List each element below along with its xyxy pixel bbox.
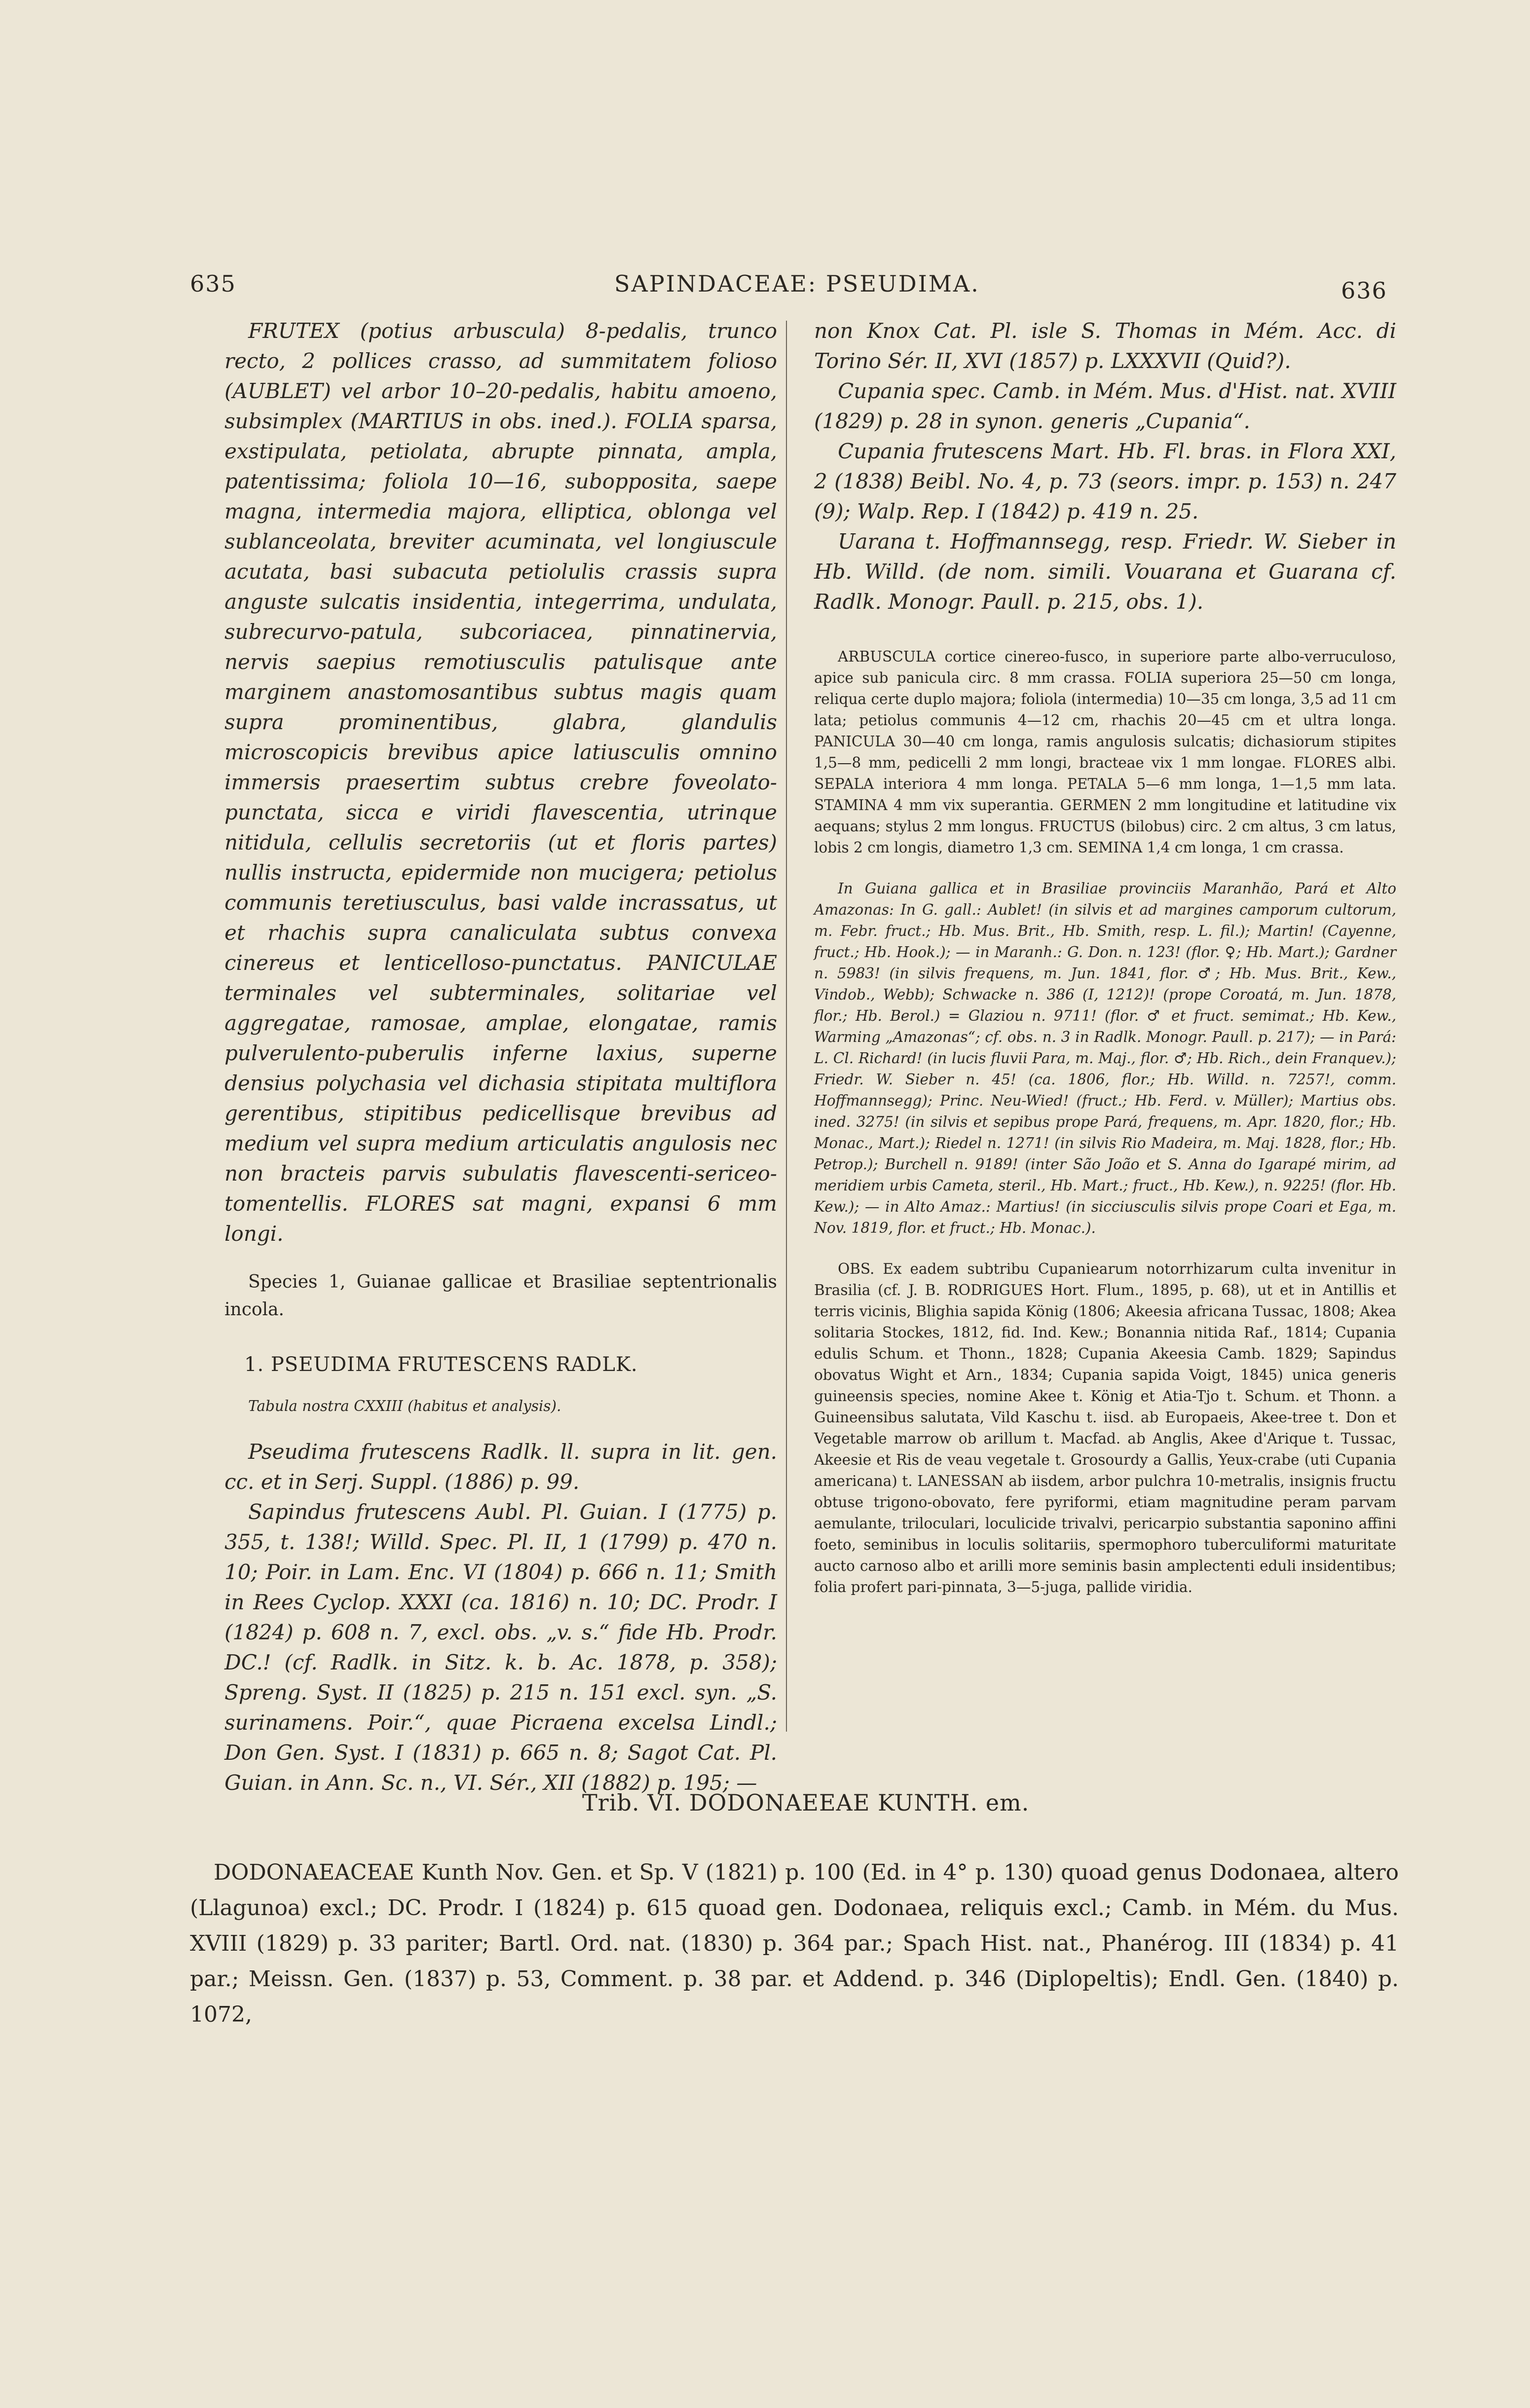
tribe-synonymy: DODONAEACEAE Kunth Nov. Gen. et Sp. V (1821) p. 100 (Ed. in 4° p. 130) quoad genus Dodonaea, altero (Llagunoa) excl.; DC. Prodr. I (1824) p. 615 quoad gen. Dodonaea, reliquis excl.; Camb. in Mém. du Mus. XVIII (1829) p. 33 pariter; Bartl. Ord. nat. (1830) p. 364 par.; Spach Hist. nat., Phanérog. III (1834) p. 41 par.; Meissn. Gen. (1837) p. 53, Comment. p. 38 par. et Addend. p. 346 (Diplopeltis); Endl. Gen. (1840) p. 1072, [190, 1860, 1399, 2027]
uarana-reference: Uarana t. Hoffmannsegg, resp. Friedr. W. Sieber in Hb. Willd. (de nom. simili. Vouarana et Guarana cf. Radlk. Monogr. Paull. p. 215, obs. 1). [814, 529, 1396, 614]
genus-description: FRUTEX (potius arbuscula) 8-pedalis, trunco recto, 2 pollices crasso, ad summitatem folioso (AUBLET) vel arbor 10–20-pedalis, habitu amoeno, subsimplex (MARTIUS in obs. ined.). FOLIA sparsa, exstipulata, petiolata, abrupte pinnata, ampla, patentissima; foliola 10—16, subopposita, saepe magna, intermedia majora, elliptica, oblonga vel sublanceolata, breviter acuminata, vel longiuscule acutata, basi subacuta petiolulis crassis supra anguste sulcatis insidentia, integerrima, undulata, subrecurvo-patula, subcoriacea, pinnatinervia, nervis saepius remotiusculis patulisque ante marginem anastomosantibus subtus magis quam supra prominentibus, glabra, glandulis microscopicis brevibus apice latiusculis omnino immersis praesertim subtus crebre foveolato-punctata, sicca e viridi flavescentia, utrinque nitidula, cellulis secretoriis (ut et floris partes) nullis instructa, epidermide non mucigera; petiolus communis teretiusculus, basi valde incrassatus, ut et rhachis supra canaliculata subtus convexa cinereus et lenticelloso-punctatus. PANICULAE terminales vel subterminales, solitariae vel aggregatae, ramosae, amplae, elongatae, ramis pulverulento-puberulis inferne laxius, superne densius polychasia vel dichasia stipitata multiflora gerentibus, stipitibus pedicellisque brevibus ad medium vel supra medium articulatis angulosis nec non bracteis parvis subulatis flavescenti-sericeo-tomentellis. FLORES sat magni, expansi 6 mm longi. [224, 319, 777, 1246]
left-column [224, 316, 777, 1798]
tabula-reference: Tabula nostra CXXIII (habitus et analysis). [248, 1398, 561, 1414]
running-title: SAPINDACEAE: PSEUDIMA. [614, 270, 980, 297]
cupania-frutescens-reference: Cupania frutescens Mart. Hb. Fl. bras. in Flora XXI, 2 (1838) Beibl. No. 4, p. 73 (seors. impr. p. 153) n. 247 (9); Walp. Rep. I (1842) p. 419 n. 25. [814, 439, 1396, 523]
page-number-left: 635 [190, 270, 236, 297]
morphology-measurements: ARBUSCULA cortice cinereo-fusco, in superiore parte albo-verruculoso, apice sub panicula circ. 8 mm crassa. FOLIA superiora 25—50 cm longa, reliqua certe duplo majora; foliola (intermedia) 10—35 cm longa, 3,5 ad 11 cm lata; petiolus communis 4—12 cm, rhachis 20—45 cm et ultra longa. PANICULA 30—40 cm longa, ramis angulosis sulcatis; dichasiorum stipites 1,5—8 mm, pedicelli 2 mm longi, bracteae vix 1 mm longae. FLORES albi. SEPALA interiora 4 mm longa. PETALA 5—6 mm longa, 1—1,5 mm lata. STAMINA 4 mm vix superantia. GERMEN 2 mm longitudine et latitudine vix aequans; stylus 2 mm longus. FRUCTUS (bilobus) circ. 2 cm altus, 3 cm latus, lobis 2 cm longis, diametro 1,3 cm. SEMINA 1,4 cm longa, 1 cm crassa. [814, 648, 1396, 856]
synonym-reference-1: Pseudima frutescens Radlk. ll. supra in lit. gen. cc. et in Serj. Suppl. (1886) p. 99. [224, 1440, 777, 1494]
species-title: 1. PSEUDIMA FRUTESCENS RADLK. [244, 1353, 638, 1376]
distribution-specimens: In Guiana gallica et in Brasiliae provinciis Maranhão, Pará et Alto Amazonas: In G. gall.: Aublet! (in silvis et ad margines camporum cultorum, m. Febr. fruct.; Hb. Mus. Brit., Hb. Smith, resp. L. fil.); Martin! (Cayenne, fruct.; Hb. Hook.); — in Maranh.: G. Don. n. 123! (flor. ♀; Hb. Mart.); Gardner n. 5983! (in silvis frequens, m. Jun. 1841, flor. ♂; Hb. Mus. Brit., Kew., Vindob., Webb); Schwacke n. 386 (I, 1212)! (prope Coroatá, m. Jun. 1878, flor.; Hb. Berol.) = Glaziou n. 9711! (flor. ♂ et fruct. semimat.; Hb. Kew., Warming „Amazonas“; cf. obs. n. 3 in Radlk. Monogr. Paull. p. 217); — in Pará: L. Cl. Richard! (in lucis fluvii Para, m. Maj., flor. ♂; Hb. Rich., dein Franquev.); Friedr. W. Sieber n. 45! (ca. 1806, flor.; Hb. Willd. n. 7257!, comm. Hoffmannsegg); Princ. Neu-Wied! (fruct.; Hb. Ferd. v. Müller); Martius obs. ined. 3275! (in silvis et sepibus prope Pará, frequens, m. Apr. 1820, flor.; Hb. Monac., Mart.); Riedel n. 1271! (in silvis Rio Madeira, m. Maj. 1828, flor.; Hb. Petrop.); Burchell n. 9189! (inter São João et S. Anna do Igarapé mirim, ad meridiem urbis Cameta, steril., Hb. Mart.; fruct., Hb. Kew.), n. 9225! (flor. Hb. Kew.); — in Alto Amaz.: Martius! (in sicciusculis silvis prope Coari et Ega, m. Nov. 1819, flor. et fruct.; Hb. Monac.). [814, 880, 1396, 1236]
tribe-heading: Trib. VI. DODONAEEAE KUNTH. em. [582, 1789, 1030, 1816]
reference-continuation: non Knox Cat. Pl. isle S. Thomas in Mém. Acc. di Torino Sér. II, XVI (1857) p. LXXXVII (Quid?). [814, 319, 1396, 373]
observation-note: OBS. Ex eadem subtribu Cupaniearum notorrhizarum culta invenitur in Brasilia (cf. J. B. RODRIGUES Hort. Flum., 1895, p. 68), ut et in Antillis et terris vicinis, Blighia sapida König (1806; Akeesia africana Tussac, 1808; Akea solitaria Stockes, 1812, fid. Ind. Kew.; Bonannia nitida Raf., 1814; Cupania edulis Schum. et Thonn., 1828; Cupania Akeesia Camb. 1829; Sapindus obovatus Wight et Arn., 1834; Cupania sapida Voigt, 1845) unica generis guineensis species, nomine Akee t. König et Atia-Tjo t. Schum. et Thonn. a Guineensibus salutata, Vild Kaschu t. iisd. ab Europaeis, Akee-tree t. Don et Vegetable marrow ob arillum t. Macfad. ab Anglis, Akee d'Arique t. Tussac, Akeesie et Ris de veau vegetale t. Grosourdy a Gallis, Yeux-crabe (uti Cupania americana) t. LANESSAN ab iisdem, arbor pulchra 10-metralis, insignis fructu obtuse trigono-obovato, fere pyriformi, etiam magnitudine peram parvam aemulante, triloculari, loculicide trivalvi, pericarpio substantia saponino affini foeto, seminibus in loculis solitariis, spermophoro tuberculiformi maturitate aucto carnoso albo et arilli more seminis basin amplectenti eduli insidentibus; folia profert pari-pinnata, 3—5-juga, pallide viridia. [814, 1260, 1396, 1595]
synonym-reference-2: Sapindus frutescens Aubl. Pl. Guian. I (1775) p. 355, t. 138!; Willd. Spec. Pl. II, 1 (1799) p. 470 n. 10; Poir. in Lam. Enc. VI (1804) p. 666 n. 11; Smith in Rees Cyclop. XXXI (ca. 1816) n. 10; DC. Prodr. I (1824) p. 608 n. 7, excl. obs. „v. s.“ fide Hb. Prodr. DC.! (cf. Radlk. in Sitz. k. b. Ac. 1878, p. 358); Spreng. Syst. II (1825) p. 215 n. 151 excl. syn. „S. surinamens. Poir.“, quae Picraena excelsa Lindl.; Don Gen. Syst. I (1831) p. 665 n. 8; Sagot Cat. Pl. Guian. in Ann. Sc. n., VI. Sér., XII (1882) p. 195; — [224, 1500, 777, 1795]
page-number-right: 636 [1341, 277, 1387, 304]
column-divider [786, 321, 787, 1732]
species-note: Species 1, Guianae gallicae et Brasiliae septentrionalis incola. [224, 1272, 777, 1320]
cupania-spec-reference: Cupania spec. Camb. in Mém. Mus. d'Hist. nat. XVIII (1829) p. 28 in synon. generis „Cupania“. [814, 379, 1396, 433]
right-column [814, 316, 1396, 1598]
